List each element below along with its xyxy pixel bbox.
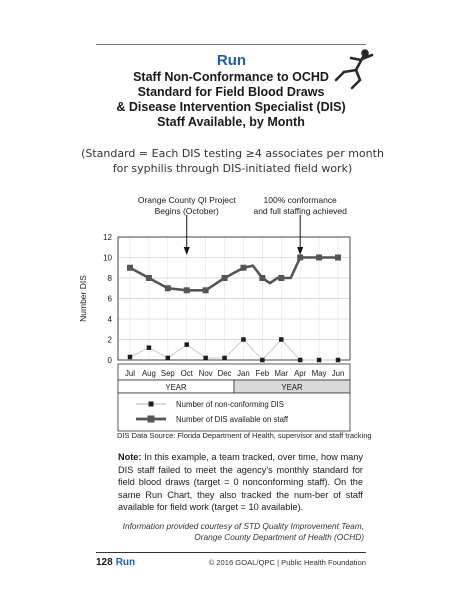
courtesy-text <box>100 521 364 543</box>
year-label: YEAR <box>165 383 187 392</box>
data-point <box>278 275 284 281</box>
data-point <box>336 358 341 363</box>
y-tick-label: 12 <box>103 233 112 242</box>
data-point <box>222 356 227 361</box>
data-point <box>203 287 209 293</box>
data-point <box>128 355 133 360</box>
year-label: YEAR <box>281 383 303 392</box>
legend-marker <box>149 402 154 407</box>
data-point <box>260 358 265 363</box>
data-point <box>298 358 303 363</box>
data-point <box>184 287 190 293</box>
data-point <box>127 265 133 271</box>
copyright: © 2016 GOAL/QPC | Public Health Foundation <box>208 558 366 567</box>
title-line: Staff Non-Conformance to OCHD <box>133 70 329 84</box>
title-line: Staff Available, by Month <box>157 115 305 129</box>
data-point <box>297 255 303 261</box>
x-tick-label: Sep <box>160 369 175 378</box>
annotation-text: 100% conformance <box>263 195 337 205</box>
x-tick-label: Dec <box>217 369 232 378</box>
y-tick-label: 0 <box>107 356 112 365</box>
y-tick-label: 8 <box>107 274 112 283</box>
page-footer-left <box>96 557 135 568</box>
standard-line: (Standard = Each DIS testing ≥4 associates per month <box>81 147 384 160</box>
data-point <box>203 356 208 361</box>
x-tick-label: Jan <box>237 369 250 378</box>
series-line <box>130 258 338 291</box>
courtesy-line: Information provided courtesy of STD Quality Improvement Team, <box>122 521 364 531</box>
data-point <box>184 342 189 347</box>
x-tick-label: Jun <box>331 369 345 378</box>
standard-line: for syphilis through DIS-initiated field work) <box>112 162 353 175</box>
note-text: In this example, a team tracked, over time, how many DIS staff failed to meet the agency's monthly standard for field blood draws (target = 0 nonconforming staff). On the same Run Chart, they also tracked the num-ber of staff available for field work (target = 10 available). <box>118 452 363 512</box>
data-point <box>222 275 228 281</box>
data-point <box>146 275 152 281</box>
chart-title <box>100 70 362 130</box>
data-point <box>335 255 341 261</box>
annotation-text: and full staffing achieved <box>253 206 347 216</box>
annotation-arrowhead <box>184 247 190 255</box>
section-heading: Run <box>216 52 247 69</box>
data-point <box>165 285 171 291</box>
note-paragraph <box>118 451 363 514</box>
data-point <box>279 337 284 342</box>
annotation-arrowhead <box>297 247 303 255</box>
data-point <box>240 265 246 271</box>
x-tick-label: Nov <box>198 369 213 378</box>
top-rule <box>96 44 366 45</box>
data-point <box>316 255 322 261</box>
x-tick-label: Aug <box>141 369 156 378</box>
data-source: DIS Data Source: Florida Department of Health, supervisor and staff tracking <box>117 431 372 440</box>
courtesy-line: Orange County Department of Health (OCHD) <box>194 532 364 542</box>
series-line <box>130 340 338 361</box>
note-label: Note: <box>118 452 142 462</box>
annotation-text: Begins (October) <box>154 206 219 216</box>
legend-marker <box>148 416 155 423</box>
run-chart <box>70 195 370 445</box>
x-tick-label: Jul <box>125 369 135 378</box>
y-tick-label: 4 <box>107 315 112 324</box>
y-tick-label: 10 <box>103 253 112 263</box>
data-point <box>241 337 246 342</box>
x-tick-label: May <box>311 369 327 378</box>
x-tick-label: Mar <box>274 369 288 378</box>
data-point <box>259 275 265 281</box>
legend-label: Number of DIS available on staff <box>176 415 289 424</box>
data-point <box>147 345 152 350</box>
page-number: 128 <box>96 557 113 568</box>
y-axis-label: Number DIS <box>78 275 88 322</box>
y-tick-label: 2 <box>107 335 112 345</box>
footer-rule <box>96 552 366 553</box>
data-point <box>317 358 322 363</box>
legend-box <box>118 393 350 431</box>
footer-section: Run <box>115 557 136 568</box>
title-line: & Disease Intervention Specialist (DIS) <box>116 100 346 114</box>
annotation-text: Orange County QI Project <box>137 195 236 205</box>
data-point <box>166 356 171 361</box>
x-tick-label: Apr <box>294 369 307 378</box>
standard-text <box>80 146 385 176</box>
x-tick-label: Feb <box>255 369 270 378</box>
y-tick-label: 6 <box>107 294 112 304</box>
x-tick-label: Oct <box>180 369 193 378</box>
legend-label: Number of non-conforming DIS <box>176 400 284 409</box>
title-line: Standard for Field Blood Draws <box>137 85 325 99</box>
